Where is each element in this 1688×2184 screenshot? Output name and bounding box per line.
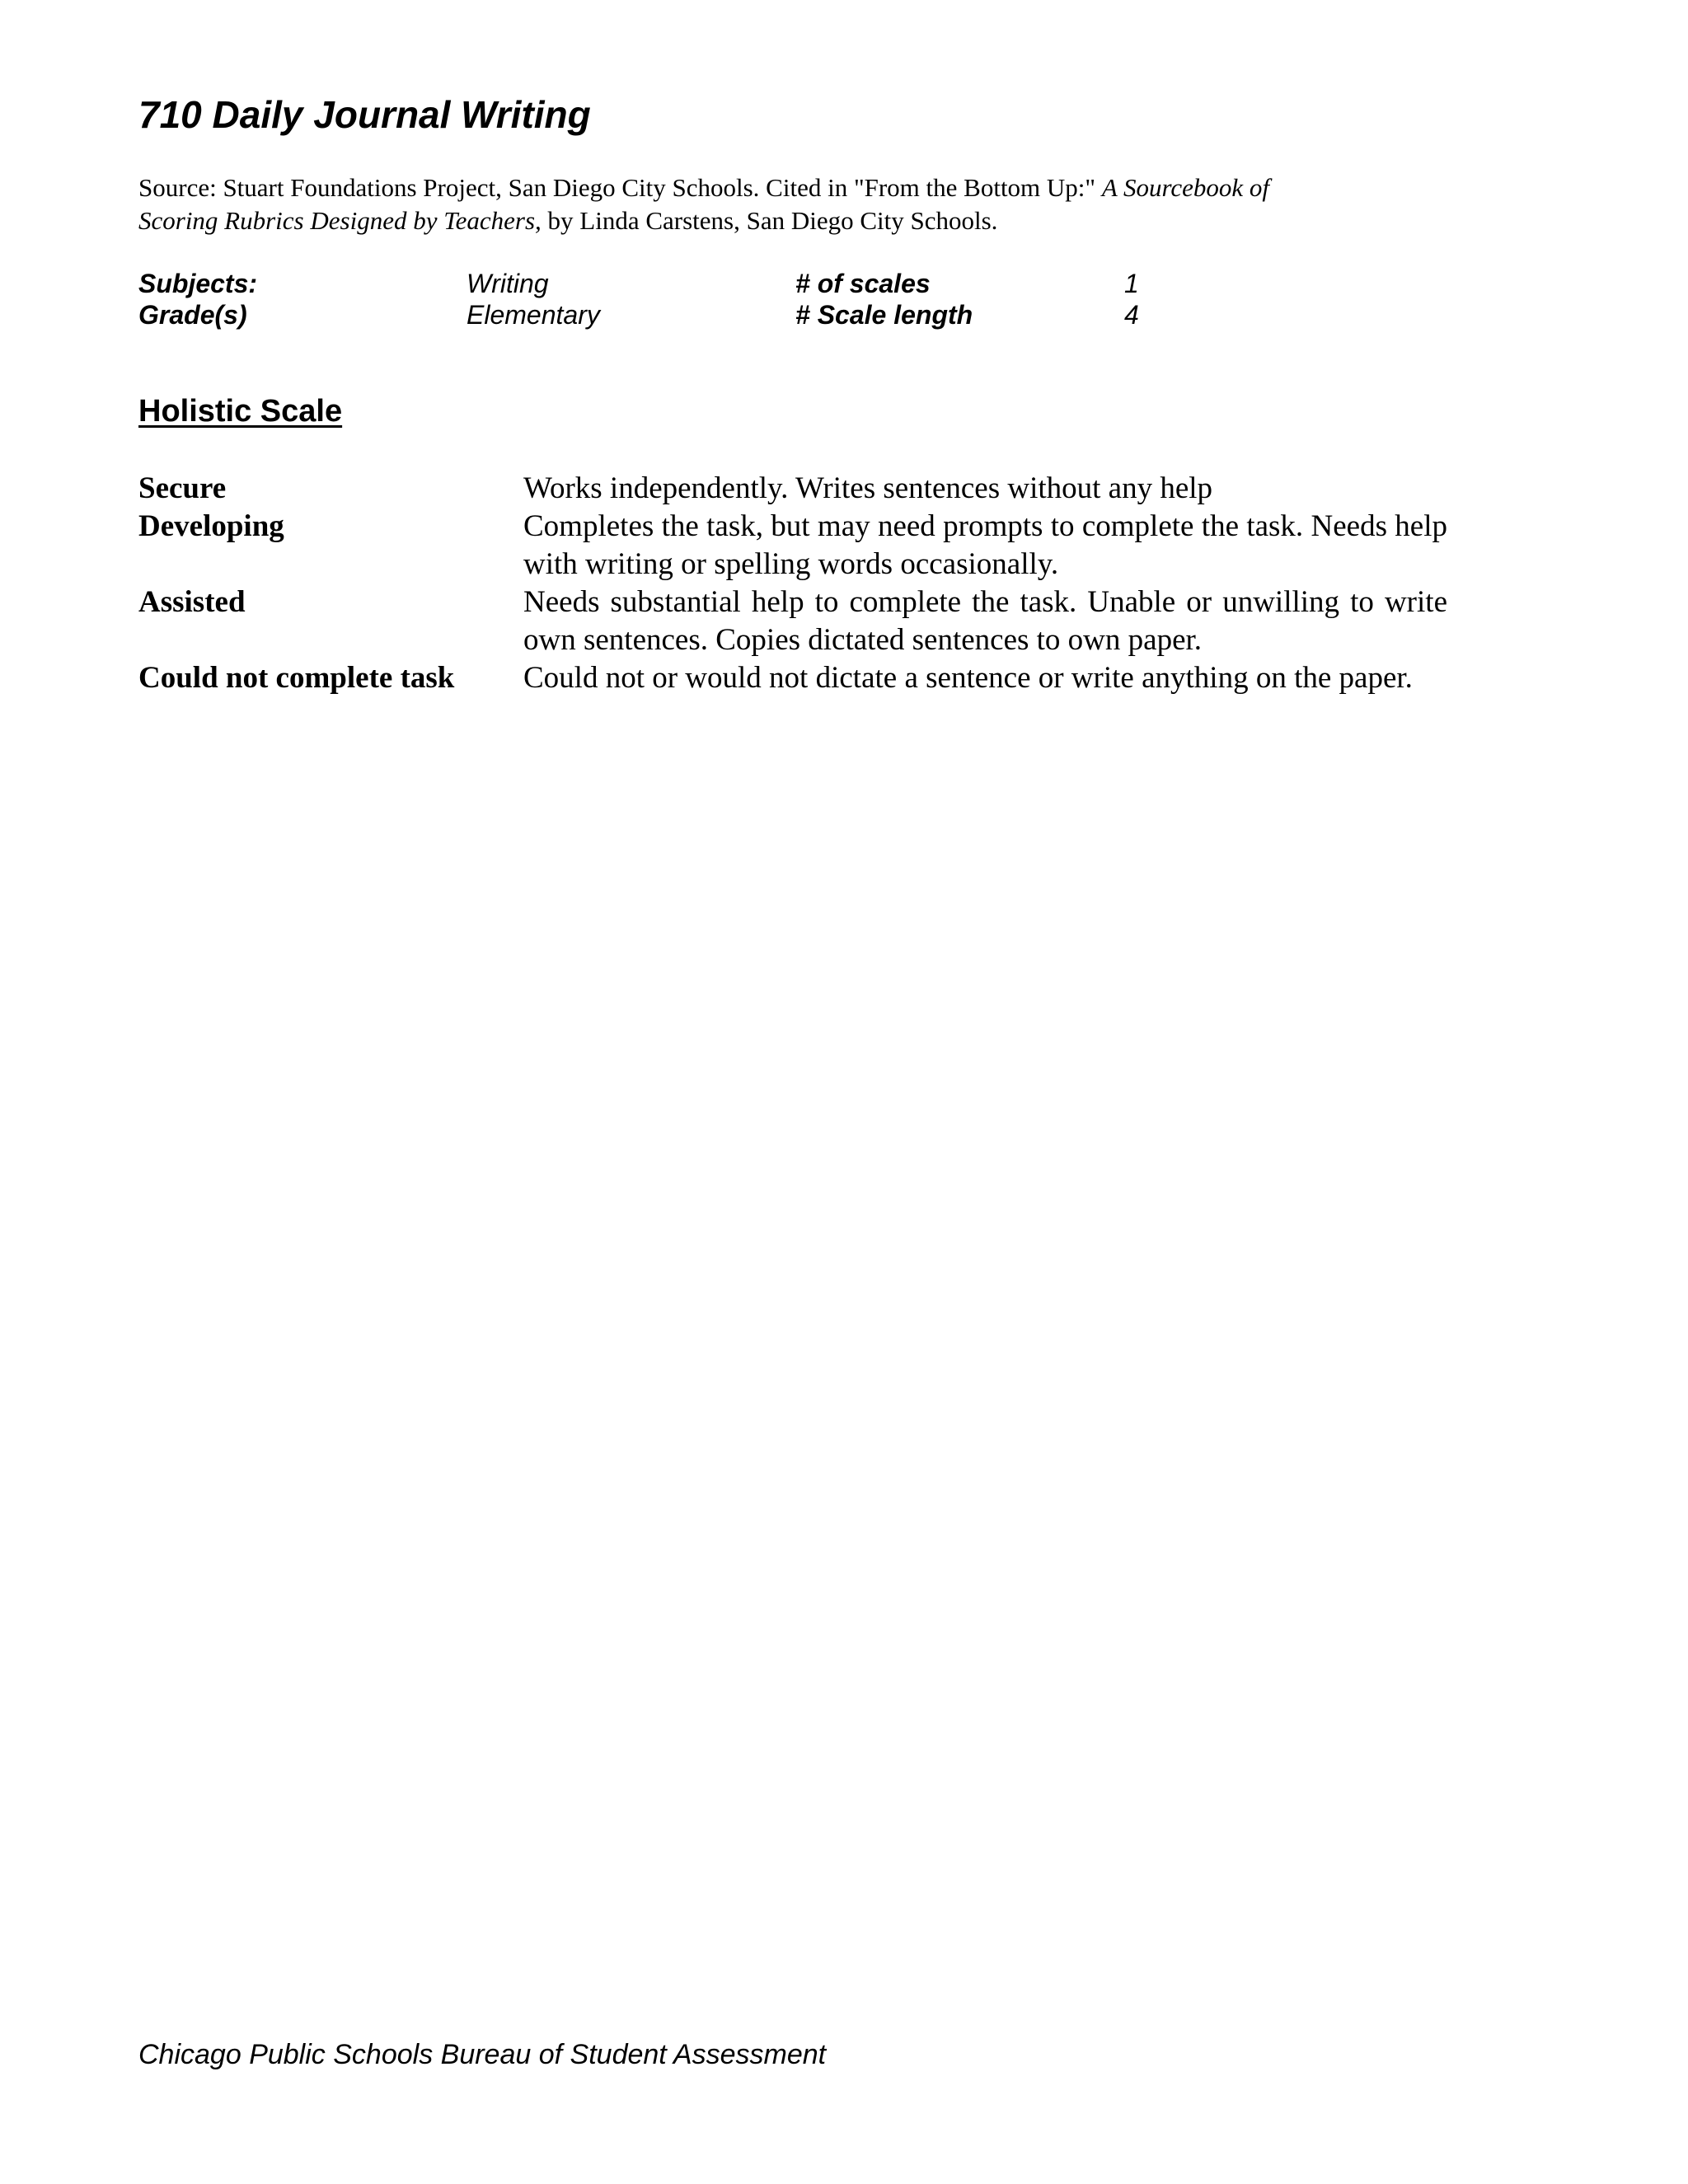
scale-description: Needs substantial help to complete the task. Unable or unwilling to write own sentences. Copies dictated sentences to own paper. xyxy=(523,585,1447,657)
grades-value: Elementary xyxy=(467,300,600,330)
scale-description: Could not or would not dictate a sentence or write anything on the paper. xyxy=(523,661,1413,695)
scales-value: 1 xyxy=(1124,269,1139,298)
scale-term: Assisted xyxy=(138,585,246,619)
scale-term: Secure xyxy=(138,471,227,505)
scale-row-could-not-complete xyxy=(138,659,1447,697)
scale-length-value: 4 xyxy=(1124,300,1139,330)
scale-term: Could not complete task xyxy=(138,661,455,695)
source-suffix: by Linda Carstens, San Diego City Schools. xyxy=(541,206,998,235)
page-title: 710 Daily Journal Writing xyxy=(138,93,591,136)
source-book-title-part-1: A Sourcebook of xyxy=(1101,173,1270,202)
scale-row-developing xyxy=(138,508,1447,583)
scale-description: Works independently. Writes sentences without any help xyxy=(523,471,1213,505)
scale-term: Developing xyxy=(138,509,284,543)
scale-length-label: # Scale length xyxy=(795,300,973,330)
scale-row-assisted xyxy=(138,583,1447,659)
scale-row-secure xyxy=(138,470,1447,508)
subjects-value: Writing xyxy=(467,269,549,298)
source-book-title-part-2: Scoring Rubrics Designed by Teachers, xyxy=(138,206,542,235)
source-prefix: Source: Stuart Foundations Project, San Diego City Schools. Cited in "From the Bottom Up:" xyxy=(138,173,1102,202)
source-line-2 xyxy=(138,204,1457,237)
page-footer: Chicago Public Schools Bureau of Student Assessment xyxy=(138,2039,827,2070)
source-line-1 xyxy=(138,171,1457,204)
grades-label: Grade(s) xyxy=(138,300,247,330)
section-heading: Holistic Scale xyxy=(138,394,343,429)
source-citation xyxy=(138,171,1457,237)
scale-description: Completes the task, but may need prompts to complete the task. Needs help with writing or spelling words occasionally. xyxy=(523,509,1447,581)
subjects-label: Subjects: xyxy=(138,269,258,298)
scales-label: # of scales xyxy=(795,269,931,298)
holistic-scale-list xyxy=(138,470,1447,697)
